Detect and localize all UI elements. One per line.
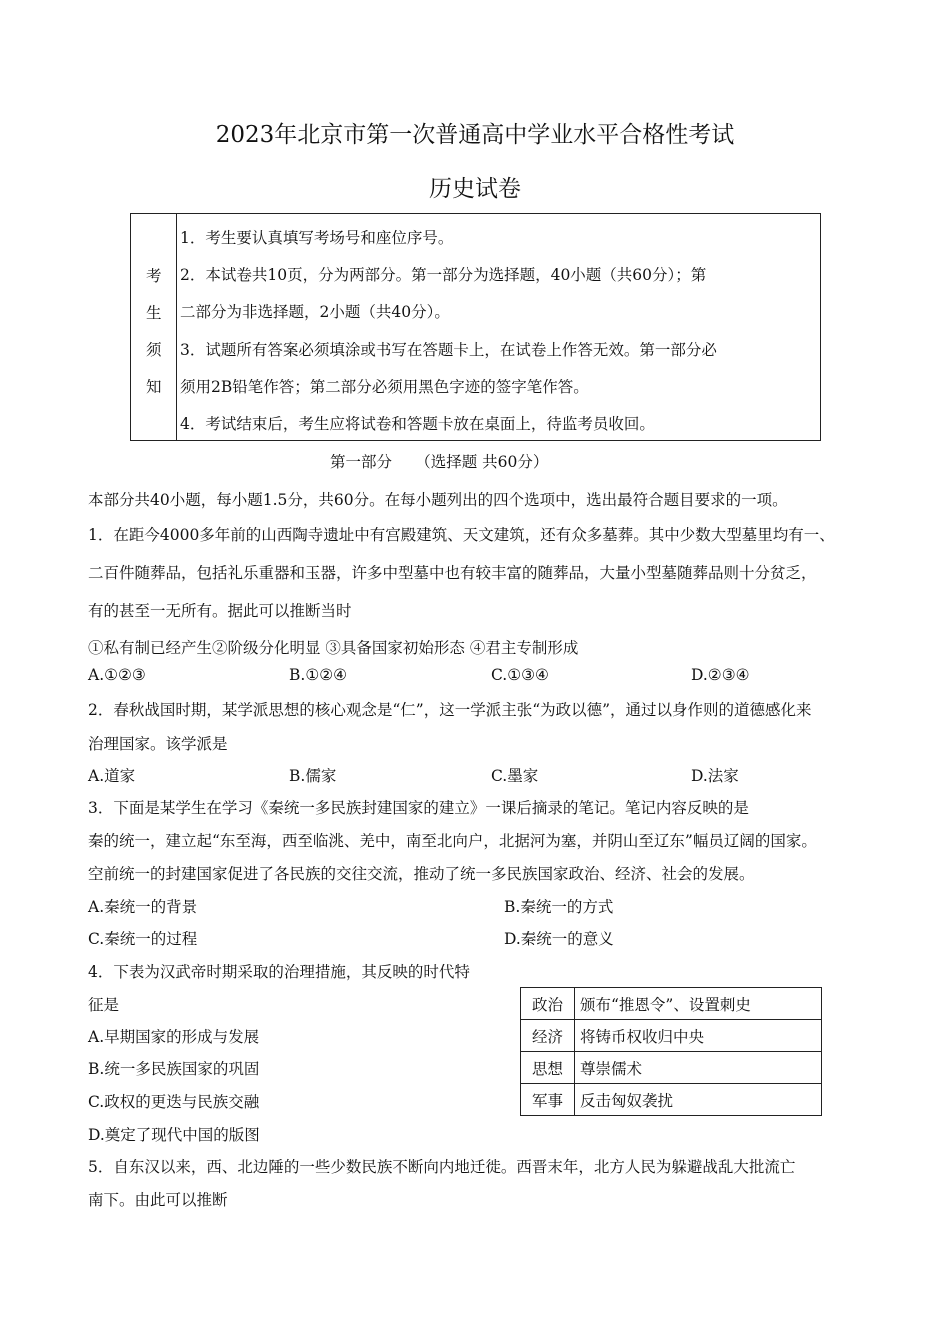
table-row xyxy=(521,1020,822,1052)
q2-option-b: B.儒家 xyxy=(289,767,337,785)
q4-option-a: A.早期国家的形成与发展 xyxy=(88,1028,260,1046)
notice-side-label-3: 须 xyxy=(146,341,162,359)
table-row xyxy=(521,1084,822,1116)
q5-stem-line: 南下。由此可以推断 xyxy=(88,1191,228,1209)
q2-stem-line: 2．春秋战国时期，某学派思想的核心观念是“仁”，这一学派主张“为政以德”，通过以身作则的道德感化来 xyxy=(88,701,812,719)
table-row xyxy=(521,988,822,1020)
q1-stem-line: 有的甚至一无所有。据此可以推断当时 xyxy=(88,602,352,620)
q1-option-b: B.①②④ xyxy=(289,666,348,684)
q4-stem-line: 征是 xyxy=(88,996,120,1014)
q2-option-c: C.墨家 xyxy=(491,767,539,785)
q4-option-c: C.政权的更迭与民族交融 xyxy=(88,1093,260,1111)
notice-line: 3．试题所有答案必须填涂或书写在答题卡上，在试卷上作答无效。第一部分必 xyxy=(180,341,717,359)
notice-side-label-4: 知 xyxy=(146,378,162,396)
table-cell-measure: 颁布“推恩令”、设置刺史 xyxy=(575,988,822,1020)
q5-stem-line: 5．自东汉以来，西、北边陲的一些少数民族不断向内地迁徙。西晋末年，北方人民为躲避战乱大批流亡 xyxy=(88,1158,796,1176)
q1-option-c: C.①③④ xyxy=(491,666,549,684)
table-cell-measure: 将铸币权收归中央 xyxy=(575,1020,822,1052)
q2-option-d: D.法家 xyxy=(691,767,739,785)
q1-option-a: A.①②③ xyxy=(88,666,146,684)
table-cell-measure: 尊崇儒术 xyxy=(575,1052,822,1084)
notice-side-label-2: 生 xyxy=(146,304,162,322)
exam-title: 2023年北京市第一次普通高中学业水平合格性考试 xyxy=(215,122,735,148)
notice-side-label-1: 考 xyxy=(146,267,162,285)
candidate-notice-box xyxy=(130,213,821,441)
q2-stem-line: 治理国家。该学派是 xyxy=(88,735,228,753)
table-cell-category: 政治 xyxy=(521,988,575,1020)
q4-stem-line: 4．下表为汉武帝时期采取的治理措施，其反映的时代特 xyxy=(88,963,470,981)
notice-line: 1．考生要认真填写考场号和座位序号。 xyxy=(180,229,454,247)
exam-subtitle: 历史试卷 xyxy=(429,176,521,202)
q3-note-line: 空前统一的封建国家促进了各民族的交往交流，推动了统一多民族国家政治、经济、社会的发展。 xyxy=(88,865,755,883)
table-cell-measure: 反击匈奴袭扰 xyxy=(575,1084,822,1116)
table-cell-category: 军事 xyxy=(521,1084,575,1116)
part1-instruction: 本部分共40小题，每小题1.5分，共60分。在每小题列出的四个选项中，选出最符合题目要求的一项。 xyxy=(88,491,788,509)
q3-note-line: 秦的统一，建立起“东至海，西至临洮、羌中，南至北向户，北据河为塞，并阴山至辽东”幅员辽阔的国家。 xyxy=(88,832,817,850)
notice-line: 2．本试卷共10页，分为两部分。第一部分为选择题，40小题（共60分）；第 xyxy=(180,266,707,284)
part1-heading: 第一部分 （选择题 共60分） xyxy=(330,453,549,471)
notice-divider xyxy=(176,214,177,440)
notice-line: 4．考试结束后，考生应将试卷和答题卡放在桌面上，待监考员收回。 xyxy=(180,415,655,433)
q1-stem-line: 1．在距今4000多年前的山西陶寺遗址中有宫殿建筑、天文建筑，还有众多墓葬。其中少数大型墓里均有一、 xyxy=(88,526,835,544)
table-cell-category: 经济 xyxy=(521,1020,575,1052)
notice-line: 须用2B铅笔作答；第二部分必须用黑色字迹的签字笔作答。 xyxy=(180,378,589,396)
q4-option-d: D.奠定了现代中国的版图 xyxy=(88,1126,260,1144)
q1-statements: ①私有制已经产生②阶级分化明显 ③具备国家初始形态 ④君主专制形成 xyxy=(88,639,579,657)
q4-measures-table xyxy=(520,987,822,1116)
q4-option-b: B.统一多民族国家的巩固 xyxy=(88,1060,260,1078)
q1-option-d: D.②③④ xyxy=(691,666,750,684)
table-cell-category: 思想 xyxy=(521,1052,575,1084)
q3-option-c: C.秦统一的过程 xyxy=(88,930,198,948)
notice-line: 二部分为非选择题，2小题（共40分）。 xyxy=(180,303,450,321)
table-row xyxy=(521,1052,822,1084)
q3-option-d: D.秦统一的意义 xyxy=(504,930,614,948)
q3-option-a: A.秦统一的背景 xyxy=(88,898,198,916)
q3-stem-line: 3．下面是某学生在学习《秦统一多民族封建国家的建立》一课后摘录的笔记。笔记内容反映的是 xyxy=(88,799,749,817)
q2-option-a: A.道家 xyxy=(88,767,136,785)
q1-stem-line: 二百件随葬品，包括礼乐重器和玉器，许多中型墓中也有较丰富的随葬品，大量小型墓随葬品则十分贫乏， xyxy=(88,564,817,582)
q3-option-b: B.秦统一的方式 xyxy=(504,898,614,916)
